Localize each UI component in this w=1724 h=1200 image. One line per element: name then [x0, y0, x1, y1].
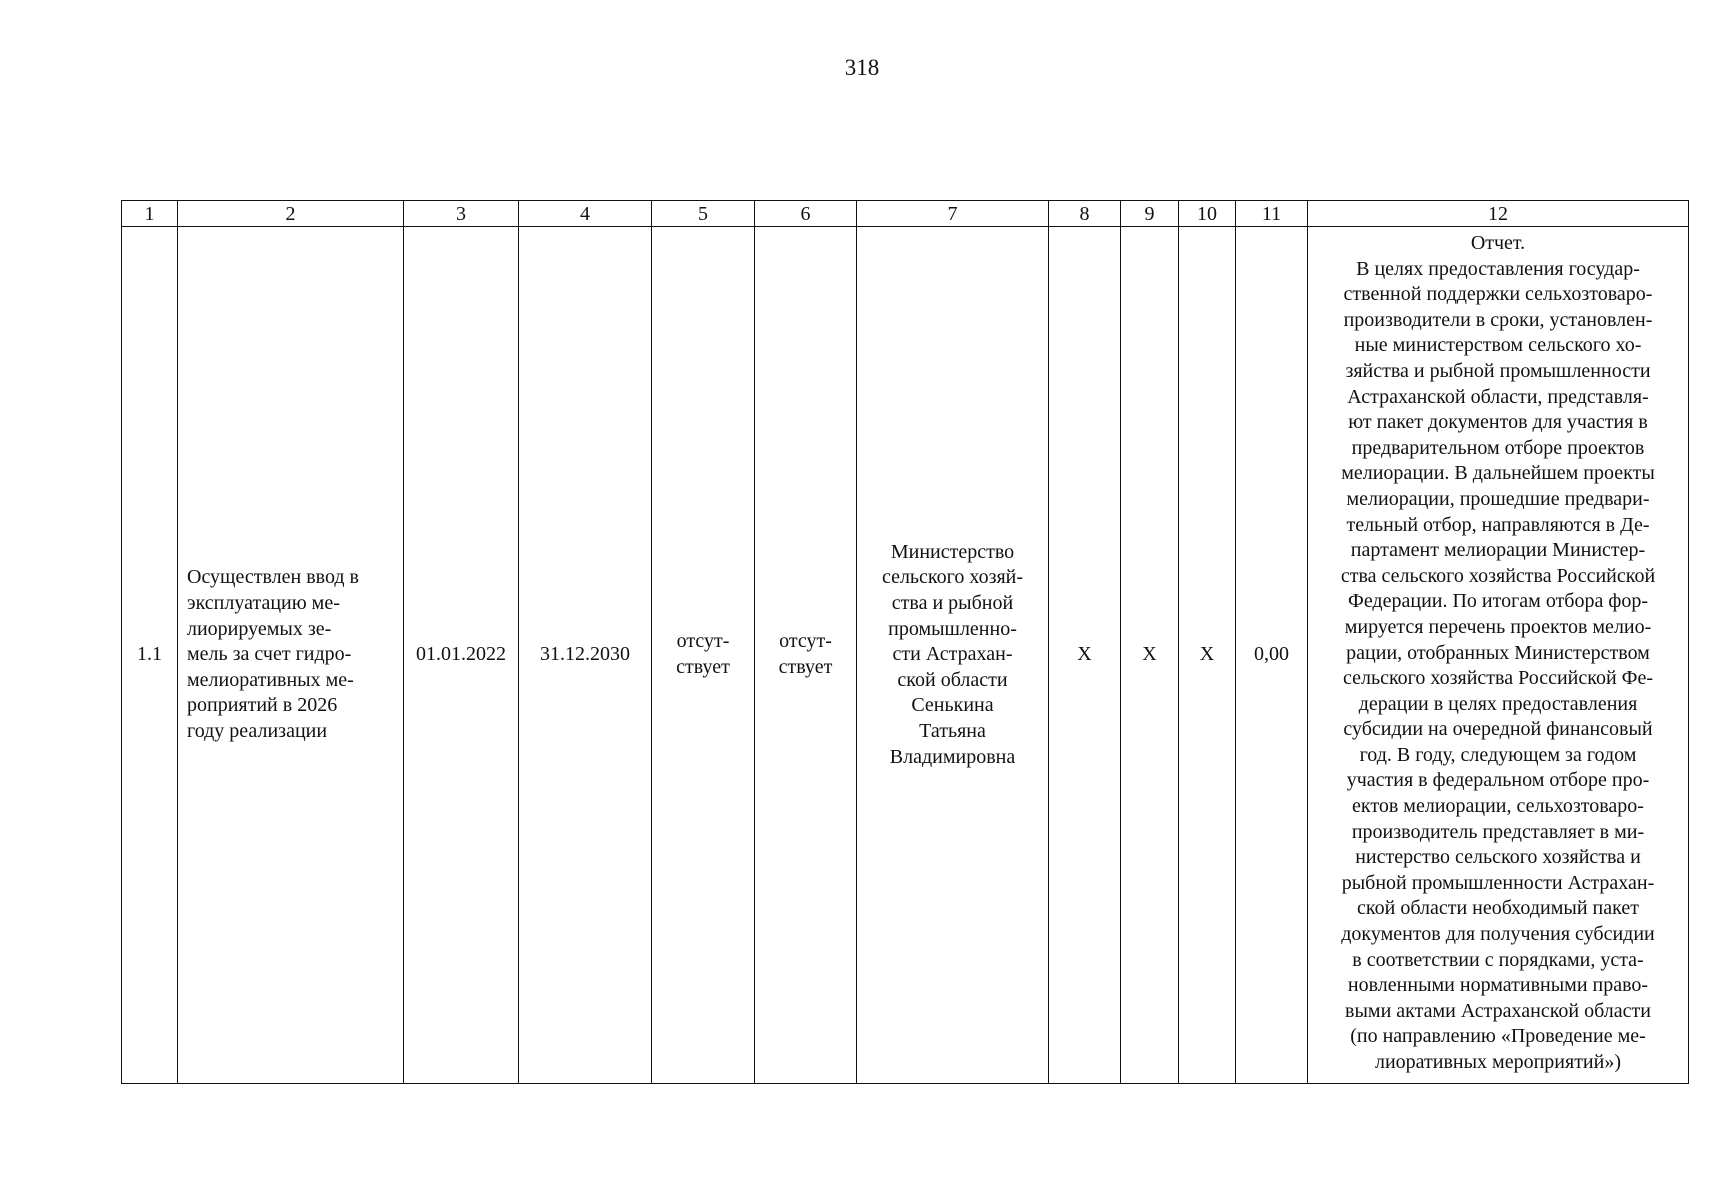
report-line: мелиорации, прошедшие предвари- — [1346, 487, 1650, 510]
column-number-cell: 8 — [1049, 201, 1121, 227]
report-line: ектов мелиорации, сельхозтоваро- — [1352, 795, 1644, 818]
description-cell — [178, 227, 404, 1084]
report-line: год. В году, следующем за годом — [1359, 743, 1637, 766]
column-5-line: ствует — [676, 656, 730, 678]
report-line: мелиорации. В дальнейшем проекты — [1341, 462, 1655, 485]
report-line: субсидии на очередной финансовый — [1343, 718, 1653, 741]
row-number-cell: 1.1 — [122, 227, 178, 1084]
column-number-cell: 7 — [857, 201, 1049, 227]
report-line: ства сельского хозяйства Российской — [1340, 564, 1656, 587]
description-line: роприятий в 2026 — [187, 694, 338, 717]
start-date-cell: 01.01.2022 — [404, 227, 519, 1084]
report-line: нистерство сельского хозяйства и — [1355, 846, 1641, 869]
column-number-cell: 4 — [519, 201, 652, 227]
report-line: мируется перечень проектов мелио- — [1344, 615, 1652, 638]
responsible-line: Владимировна — [889, 745, 1016, 768]
description-line: мель за счет гидро- — [187, 643, 352, 666]
report-line: Астраханской области, представля- — [1347, 385, 1649, 408]
column-number-row — [122, 201, 1689, 227]
report-line: партамент мелиорации Министер- — [1350, 539, 1646, 562]
column-6-line: ствует — [778, 656, 833, 678]
column-5-line: отсут- — [676, 630, 730, 653]
report-line: дерации в целях предоставления — [1358, 692, 1638, 715]
description-line: году реализации — [187, 719, 328, 742]
column-number-cell: 11 — [1236, 201, 1308, 227]
report-line: рыбной промышленности Астрахан- — [1341, 871, 1655, 894]
column-number-cell: 6 — [755, 201, 857, 227]
report-line: Отчет. — [1470, 232, 1526, 254]
report-line: зяйства и рыбной промышленности — [1345, 359, 1651, 382]
column-number-cell: 1 — [122, 201, 178, 227]
report-line: предварительном отборе проектов — [1351, 436, 1645, 459]
responsible-cell — [857, 227, 1049, 1084]
responsible-line: Татьяна — [919, 719, 986, 742]
column-9-cell: Х — [1121, 227, 1179, 1084]
responsible-line: сти Астрахан- — [892, 643, 1013, 666]
column-number-cell: 3 — [404, 201, 519, 227]
report-table — [121, 200, 1689, 1084]
column-number-cell: 2 — [178, 201, 404, 227]
description-line: мелиоративных ме- — [187, 668, 354, 691]
description-line: эксплуатацию ме- — [187, 592, 340, 615]
responsible-line: Сенькина — [911, 694, 994, 717]
responsible-line: Министерство — [890, 540, 1015, 563]
report-line: документов для получения субсидии — [1341, 923, 1655, 946]
description-line: лиорируемых зе- — [187, 617, 332, 640]
report-line: ные министерством сельского хо- — [1354, 334, 1642, 357]
report-line: участия в федеральном отборе про- — [1346, 769, 1650, 792]
column-10-cell: Х — [1179, 227, 1236, 1084]
column-6-line: отсут- — [779, 630, 832, 653]
report-line: сельского хозяйства Российской Фе- — [1343, 667, 1653, 690]
report-line: (по направлению «Проведение ме- — [1350, 1025, 1646, 1048]
report-line: ственной поддержки сельхозтоваро- — [1343, 283, 1653, 306]
column-8-cell: Х — [1049, 227, 1121, 1084]
column-number-cell: 5 — [652, 201, 755, 227]
report-cell — [1308, 227, 1689, 1084]
table-row — [122, 227, 1689, 1084]
column-5-cell — [652, 227, 755, 1084]
responsible-line: ской области — [897, 668, 1008, 691]
amount-cell: 0,00 — [1236, 227, 1308, 1084]
column-number-cell: 10 — [1179, 201, 1236, 227]
report-line: новленными нормативными право- — [1347, 974, 1649, 997]
report-line: рации, отобранных Министерством — [1346, 641, 1650, 664]
report-line: тельный отбор, направляются в Де- — [1346, 513, 1650, 536]
report-line: выми актами Астраханской области — [1345, 999, 1651, 1022]
report-line: производитель представляет в ми- — [1351, 820, 1645, 843]
report-line: в соответствии с порядками, уста- — [1352, 948, 1644, 971]
report-line: лиоративных мероприятий») — [1374, 1051, 1621, 1073]
column-number-cell: 9 — [1121, 201, 1179, 227]
end-date-cell: 31.12.2030 — [519, 227, 652, 1084]
report-line: ской области необходимый пакет — [1357, 897, 1639, 920]
column-number-cell: 12 — [1308, 201, 1689, 227]
responsible-line: промышленно- — [888, 617, 1017, 640]
report-line: ют пакет документов для участия в — [1348, 411, 1648, 434]
responsible-line: ства и рыбной — [891, 592, 1014, 615]
page-number: 318 — [844, 55, 880, 80]
description-line: Осуществлен ввод в — [187, 566, 359, 589]
column-6-cell — [755, 227, 857, 1084]
report-line: производители в сроки, установлен- — [1343, 308, 1653, 331]
report-line: Федерации. По итогам отбора фор- — [1348, 590, 1648, 613]
responsible-line: сельского хозяй- — [881, 566, 1024, 589]
report-line: В целях предоставления государ- — [1356, 257, 1640, 280]
